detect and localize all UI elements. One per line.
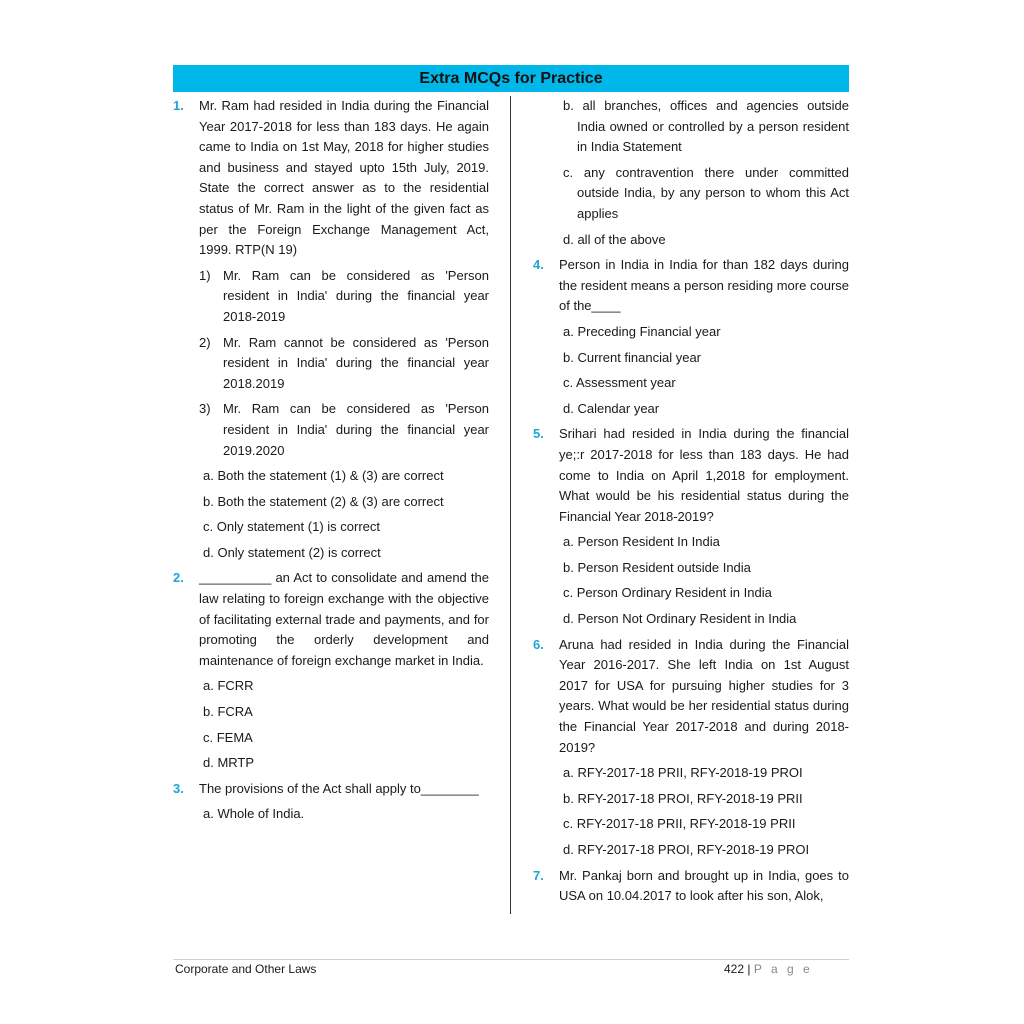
question-1 (173, 96, 489, 261)
option-a: a. Person Resident In India (563, 534, 720, 550)
statement-text: Mr. Ram cannot be considered as 'Person resident in India' during the financial year 2018.2019 (223, 334, 489, 391)
option-a: a. RFY-2017-18 PRII, RFY-2018-19 PROI (563, 765, 803, 781)
option-d: d. RFY-2017-18 PROI, RFY-2018-19 PROI (563, 842, 810, 857)
column-divider (510, 96, 511, 914)
option-d: d. Only statement (2) is correct (203, 544, 381, 560)
statement-1 (173, 266, 489, 328)
footer-page (724, 962, 813, 976)
option-a: a. Whole of India. (203, 806, 305, 822)
page-number: 422 (724, 962, 745, 976)
page-separator: | (747, 962, 751, 976)
option-c: c. Person Ordinary Resident in India (563, 585, 772, 601)
statement-2 (173, 333, 489, 395)
statement-label: 3) (199, 401, 211, 417)
option-a: a. Both the statement (1) & (3) are correct (203, 468, 444, 484)
option-c: c. Only statement (1) is correct (203, 519, 380, 535)
footer-book-title: Corporate and Other Laws (175, 962, 317, 976)
option-b: b. Current financial year (563, 349, 702, 365)
question-number: 3. (173, 780, 184, 796)
option-b: b. FCRA (203, 704, 253, 720)
question-number: 5. (533, 426, 544, 442)
right-column (533, 96, 849, 912)
question-text: The provisions of the Act shall apply to________ (199, 780, 479, 796)
question-text: __________ an Act to consolidate and amend the law relating to foreign exchange with the objective of facilitating external trade and payments, and for promoting the orderly development and maintenance of foreign exchange market in India. (199, 570, 489, 668)
question-text: Mr. Ram had resided in India during the Financial Year 2017-2018 for less than 183 days. He again came to India on 1st May, 2018 for higher studies and business and stayed upto 15th July, 2019. State the correct answer as to the residential status of Mr. Ram in the light of the given fact as per the Foreign Exchange Management Act, 1999. RTP(N 19) (199, 98, 489, 258)
statement-text: Mr. Ram can be considered as 'Person resident in India' during the financial year 2019.2020 (223, 401, 489, 458)
left-column (173, 96, 489, 830)
question-number: 4. (533, 257, 544, 273)
option-b: b. all branches, offices and agencies outside India owned or controlled by a person resident in India Statement (563, 98, 849, 155)
option-c: c. Assessment year (563, 375, 676, 391)
option-d: d. Person Not Ordinary Resident in India (563, 611, 797, 627)
statement-label: 1) (199, 267, 211, 283)
option-c: c. RFY-2017-18 PRII, RFY-2018-19 PRII (563, 816, 796, 832)
option-d: d. Calendar year (563, 400, 660, 416)
question-number: 6. (533, 636, 544, 652)
question-7 (533, 866, 849, 907)
question-6 (533, 635, 849, 759)
option-d: d. MRTP (203, 755, 255, 771)
option-c: c. any contravention there under committed outside India, by any person to whom this Act applies (563, 164, 849, 221)
option-a: a. FCRR (203, 678, 254, 694)
option-c: c. FEMA (203, 729, 253, 745)
question-text: Person in India in India for than 182 days during the resident means a person residing more course of the____ (559, 257, 849, 314)
option-a: a. Preceding Financial year (563, 323, 721, 339)
option-d: d. all of the above (563, 231, 666, 247)
question-4 (533, 255, 849, 317)
option-b: b. Both the statement (2) & (3) are correct (203, 493, 444, 509)
question-2 (173, 568, 489, 671)
question-text: Srihari had resided in India during the financial ye;:r 2017-2018 for less than 183 days. He had come to India on April 1,2018 for employment. What would be his residential status during the Financial Year 2018-2019? (559, 426, 849, 524)
question-number: 1. (173, 98, 184, 113)
statement-label: 2) (199, 334, 211, 350)
option-b: b. Person Resident outside India (563, 559, 751, 575)
question-3 (173, 779, 489, 800)
question-5 (533, 424, 849, 527)
question-text: Aruna had resided in India during the Financial Year 2016-2017. She left India on 1st August 2017 for USA for pursuing higher studies for 3 years. What would be her residential status during the Financial Year 2017-2018 and during 2018-2019? (559, 636, 849, 755)
question-number: 2. (173, 570, 184, 586)
page-word: P a g e (753, 962, 813, 976)
statement-text: Mr. Ram can be considered as 'Person resident in India' during the financial year 2018-2019 (223, 267, 489, 324)
question-text: Mr. Pankaj born and brought up in India, goes to USA on 10.04.2017 to look after his son, Alok, (559, 867, 849, 904)
statement-3 (173, 399, 489, 461)
question-number: 7. (533, 867, 544, 883)
footer-rule (173, 959, 849, 960)
section-banner: Extra MCQs for Practice (173, 65, 849, 92)
option-b: b. RFY-2017-18 PROI, RFY-2018-19 PRII (563, 790, 803, 806)
